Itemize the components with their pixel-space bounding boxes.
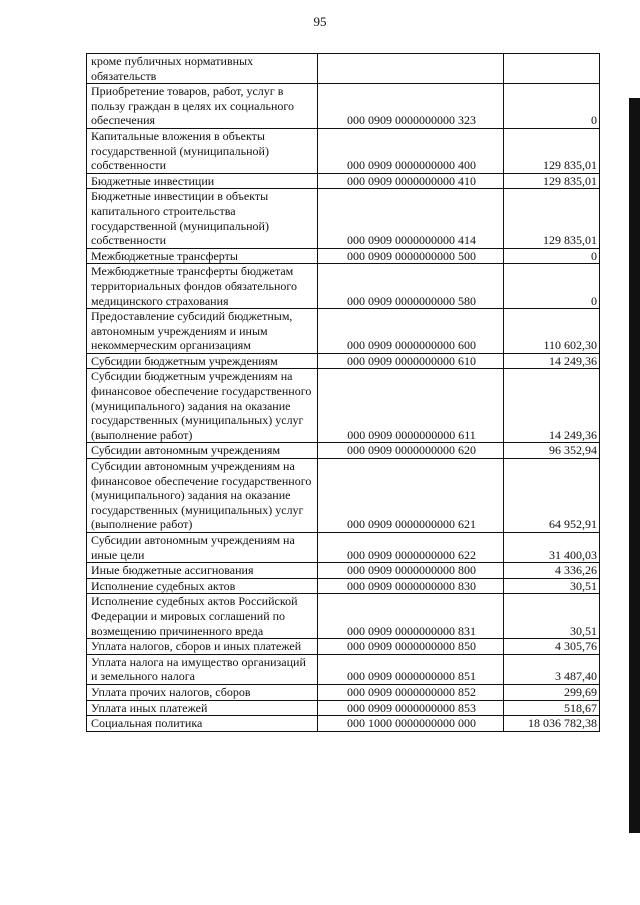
row-name: Приобретение товаров, работ, услуг в пользу граждан в целях их социального обеспечения [87, 84, 318, 129]
row-amount: 299,69 [504, 684, 600, 700]
row-amount: 110 602,30 [504, 309, 600, 354]
row-name: Уплата прочих налогов, сборов [87, 684, 318, 700]
row-name: Субсидии автономным учреждениям на финансовое обеспечение государственного (муниципального) задания на оказание государственных (муниципальных) услуг (выполнение работ) [87, 459, 318, 533]
table-row [87, 639, 600, 655]
row-name: Исполнение судебных актов Российской Федерации и мировых соглашений по возмещению причиненного вреда [87, 594, 318, 639]
row-amount: 30,51 [504, 578, 600, 594]
row-code: 000 0909 0000000000 610 [318, 353, 504, 369]
row-code: 000 0909 0000000000 621 [318, 459, 504, 533]
row-code: 000 0909 0000000000 850 [318, 639, 504, 655]
row-name: Субсидии автономным учреждениям [87, 443, 318, 459]
row-name: Социальная политика [87, 716, 318, 732]
row-code: 000 0909 0000000000 831 [318, 594, 504, 639]
row-amount: 96 352,94 [504, 443, 600, 459]
row-code: 000 1000 0000000000 000 [318, 716, 504, 732]
row-name: Субсидии бюджетным учреждениям [87, 353, 318, 369]
table-row [87, 443, 600, 459]
row-amount: 0 [504, 264, 600, 309]
row-amount [504, 54, 600, 84]
table-row [87, 248, 600, 264]
scan-edge-bar [629, 98, 640, 833]
row-amount: 30,51 [504, 594, 600, 639]
row-code: 000 0909 0000000000 580 [318, 264, 504, 309]
row-amount: 18 036 782,38 [504, 716, 600, 732]
table-row [87, 173, 600, 189]
row-name: Межбюджетные трансферты [87, 248, 318, 264]
row-name: Уплата иных платежей [87, 700, 318, 716]
row-amount: 3 487,40 [504, 654, 600, 684]
row-amount: 64 952,91 [504, 459, 600, 533]
page-number: 95 [313, 14, 327, 29]
table-row [87, 459, 600, 533]
table-row [87, 563, 600, 579]
table-row [87, 684, 600, 700]
table-row [87, 369, 600, 443]
row-amount: 129 835,01 [504, 128, 600, 173]
table-row [87, 264, 600, 309]
row-amount: 4 336,26 [504, 563, 600, 579]
row-name: Исполнение судебных актов [87, 578, 318, 594]
row-name: Капитальные вложения в объекты государственной (муниципальной) собственности [87, 128, 318, 173]
row-name: Межбюджетные трансферты бюджетам территориальных фондов обязательного медицинского страхования [87, 264, 318, 309]
row-amount: 14 249,36 [504, 353, 600, 369]
row-code: 000 0909 0000000000 830 [318, 578, 504, 594]
table-row [87, 533, 600, 563]
row-amount: 0 [504, 84, 600, 129]
row-amount: 14 249,36 [504, 369, 600, 443]
row-name: Уплата налога на имущество организаций и земельного налога [87, 654, 318, 684]
row-code: 000 0909 0000000000 620 [318, 443, 504, 459]
row-name: Субсидии бюджетным учреждениям на финансовое обеспечение государственного (муниципального) задания на оказание государственных (муниципальных) услуг (выполнение работ) [87, 369, 318, 443]
row-amount: 129 835,01 [504, 173, 600, 189]
row-code: 000 0909 0000000000 622 [318, 533, 504, 563]
row-code: 000 0909 0000000000 853 [318, 700, 504, 716]
row-name: Бюджетные инвестиции [87, 173, 318, 189]
row-name: кроме публичных нормативных обязательств [87, 54, 318, 84]
row-code: 000 0909 0000000000 851 [318, 654, 504, 684]
table-row [87, 189, 600, 248]
row-code: 000 0909 0000000000 800 [318, 563, 504, 579]
row-code: 000 0909 0000000000 500 [318, 248, 504, 264]
row-amount: 129 835,01 [504, 189, 600, 248]
row-code: 000 0909 0000000000 414 [318, 189, 504, 248]
row-code: 000 0909 0000000000 611 [318, 369, 504, 443]
row-amount: 0 [504, 248, 600, 264]
row-amount: 4 305,76 [504, 639, 600, 655]
row-code: 000 0909 0000000000 600 [318, 309, 504, 354]
table-row [87, 654, 600, 684]
table-row [87, 54, 600, 84]
row-code: 000 0909 0000000000 410 [318, 173, 504, 189]
table-row [87, 716, 600, 732]
table-row [87, 84, 600, 129]
budget-table [86, 53, 600, 732]
row-amount: 518,67 [504, 700, 600, 716]
row-name: Уплата налогов, сборов и иных платежей [87, 639, 318, 655]
table-row [87, 594, 600, 639]
row-name: Иные бюджетные ассигнования [87, 563, 318, 579]
table-row [87, 700, 600, 716]
table-row [87, 128, 600, 173]
row-amount: 31 400,03 [504, 533, 600, 563]
row-name: Субсидии автономным учреждениям на иные цели [87, 533, 318, 563]
row-name: Бюджетные инвестиции в объекты капитального строительства государственной (муниципальной) собственности [87, 189, 318, 248]
row-code [318, 54, 504, 84]
row-code: 000 0909 0000000000 323 [318, 84, 504, 129]
row-name: Предоставление субсидий бюджетным, автономным учреждениям и иным некоммерческим организациям [87, 309, 318, 354]
row-code: 000 0909 0000000000 852 [318, 684, 504, 700]
row-code: 000 0909 0000000000 400 [318, 128, 504, 173]
table-row [87, 309, 600, 354]
table-row [87, 578, 600, 594]
table-row [87, 353, 600, 369]
